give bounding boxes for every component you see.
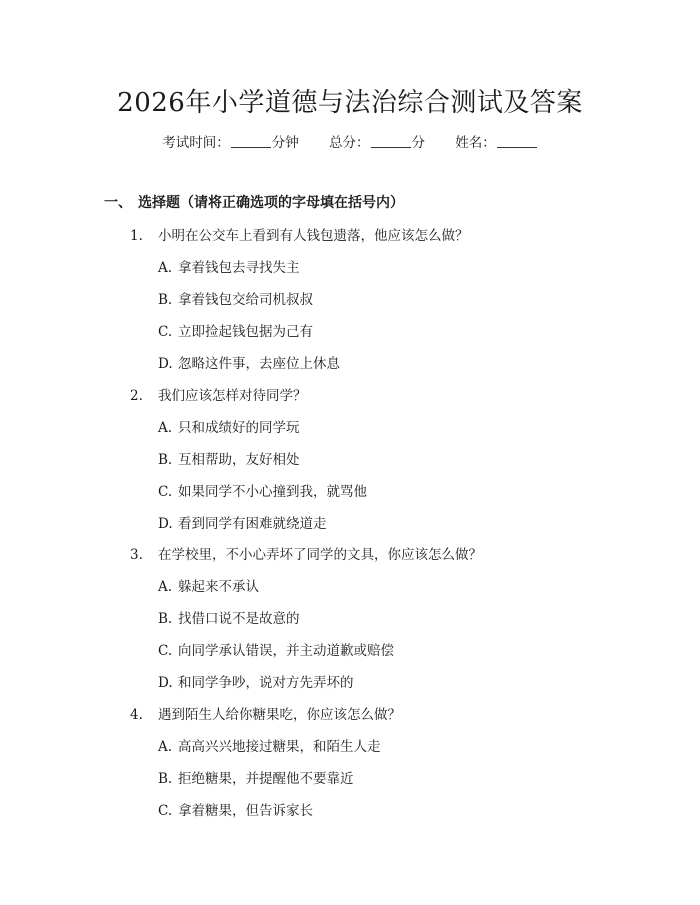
option-text: 拒绝糖果，并提醒他不要靠近 bbox=[178, 771, 354, 787]
question-4-option-c bbox=[158, 799, 313, 819]
question-number: 2. bbox=[130, 388, 143, 404]
question-text: 在学校里，不小心弄坏了同学的文具，你应该怎么做？ bbox=[158, 547, 482, 563]
option-letter: A. bbox=[158, 579, 173, 595]
option-letter: C. bbox=[158, 643, 173, 659]
student-name-blank bbox=[497, 135, 537, 148]
option-letter: D. bbox=[158, 356, 173, 372]
question-1-option-b bbox=[158, 288, 313, 308]
section-heading-text: 选择题（请将正确选项的字母填在括号内） bbox=[138, 195, 404, 211]
exam-time-field bbox=[162, 131, 299, 151]
option-letter: C. bbox=[158, 484, 173, 500]
question-4 bbox=[130, 703, 401, 723]
option-text: 拿着钱包去寻找失主 bbox=[178, 260, 300, 276]
total-score-field bbox=[329, 131, 425, 151]
student-name-label: 姓名： bbox=[455, 135, 496, 151]
document-title: 2026年小学道德与法治综合测试及答案 bbox=[117, 88, 583, 118]
option-letter: B. bbox=[158, 292, 173, 308]
question-2-option-a bbox=[158, 416, 300, 436]
option-letter: D. bbox=[158, 516, 173, 532]
option-letter: A. bbox=[158, 739, 173, 755]
question-3-option-b bbox=[158, 607, 300, 627]
option-text: 互相帮助，友好相处 bbox=[178, 452, 300, 468]
total-score-label: 总分： bbox=[329, 135, 370, 151]
question-number: 4. bbox=[130, 707, 143, 723]
exam-time-unit: 分钟 bbox=[271, 135, 299, 151]
option-letter: B. bbox=[158, 452, 173, 468]
option-text: 立即捡起钱包据为己有 bbox=[178, 324, 313, 340]
option-text: 高高兴兴地接过糖果，和陌生人走 bbox=[178, 739, 381, 755]
question-3-option-d bbox=[158, 671, 354, 691]
total-score-blank bbox=[371, 135, 411, 148]
student-name-field bbox=[455, 131, 538, 151]
question-1-option-a bbox=[158, 256, 300, 276]
option-text: 躲起来不承认 bbox=[178, 579, 259, 595]
question-number: 1. bbox=[130, 228, 143, 244]
option-letter: B. bbox=[158, 611, 173, 627]
section-number: 一、 bbox=[104, 195, 132, 211]
question-text: 小明在公交车上看到有人钱包遗落，他应该怎么做？ bbox=[158, 228, 469, 244]
exam-time-label: 考试时间： bbox=[162, 135, 230, 151]
option-text: 忽略这件事，去座位上休息 bbox=[178, 356, 340, 372]
total-score-unit: 分 bbox=[411, 135, 425, 151]
option-letter: C. bbox=[158, 803, 173, 819]
option-text: 拿着糖果，但告诉家长 bbox=[178, 803, 313, 819]
question-text: 我们应该怎样对待同学？ bbox=[158, 388, 307, 404]
option-letter: D. bbox=[158, 675, 173, 691]
question-2-option-d bbox=[158, 512, 327, 532]
question-3-option-c bbox=[158, 639, 394, 659]
option-text: 只和成绩好的同学玩 bbox=[178, 420, 300, 436]
exam-info-line bbox=[0, 131, 700, 151]
question-1 bbox=[130, 224, 469, 244]
question-2-option-c bbox=[158, 480, 367, 500]
question-3 bbox=[130, 543, 482, 563]
option-letter: A. bbox=[158, 260, 173, 276]
question-2-option-b bbox=[158, 448, 300, 468]
section-heading bbox=[104, 192, 404, 212]
option-text: 找借口说不是故意的 bbox=[178, 611, 300, 627]
question-4-option-a bbox=[158, 735, 381, 755]
option-text: 看到同学有困难就绕道走 bbox=[178, 516, 327, 532]
question-2 bbox=[130, 384, 307, 404]
question-1-option-d bbox=[158, 352, 340, 372]
option-text: 和同学争吵，说对方先弄坏的 bbox=[178, 675, 354, 691]
option-text: 向同学承认错误，并主动道歉或赔偿 bbox=[178, 643, 394, 659]
question-number: 3. bbox=[130, 547, 143, 563]
question-4-option-b bbox=[158, 767, 354, 787]
question-3-option-a bbox=[158, 575, 259, 595]
option-text: 如果同学不小心撞到我，就骂他 bbox=[178, 484, 367, 500]
option-letter: B. bbox=[158, 771, 173, 787]
question-1-option-c bbox=[158, 320, 313, 340]
exam-time-blank bbox=[231, 135, 271, 148]
option-text: 拿着钱包交给司机叔叔 bbox=[178, 292, 313, 308]
option-letter: A. bbox=[158, 420, 173, 436]
question-text: 遇到陌生人给你糖果吃，你应该怎么做？ bbox=[158, 707, 401, 723]
option-letter: C. bbox=[158, 324, 173, 340]
